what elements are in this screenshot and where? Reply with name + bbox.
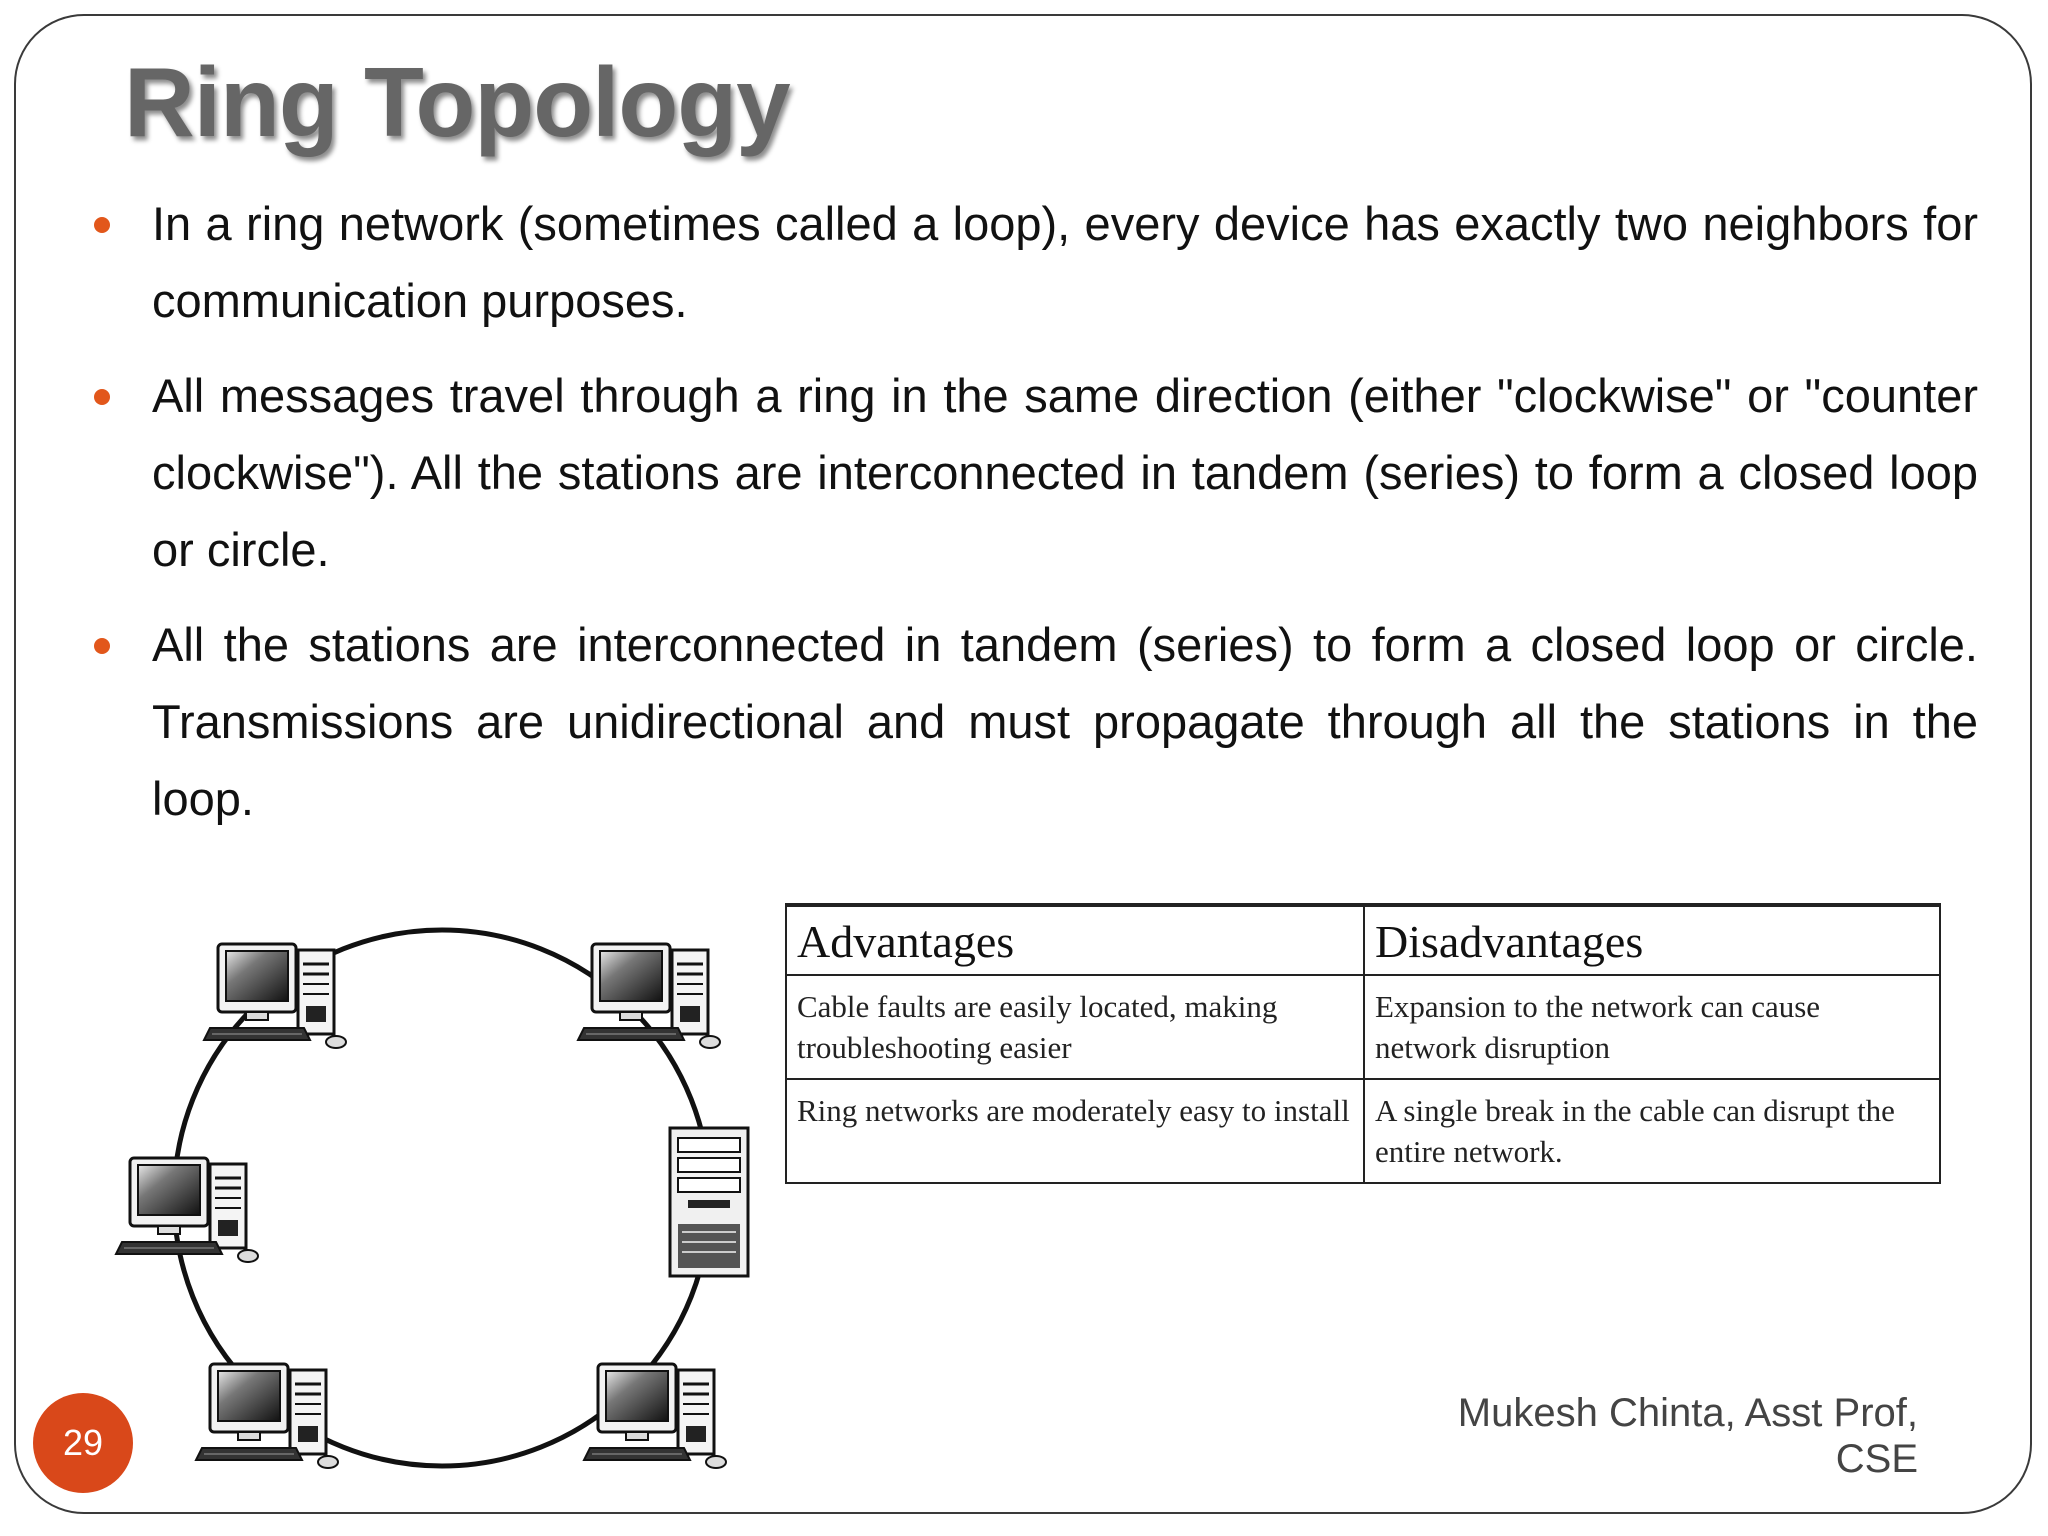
footer-line: CSE (1835, 1437, 1918, 1481)
bullet-list (90, 185, 1978, 855)
advantages-disadvantages-table (785, 903, 1941, 1184)
column-header-disadvantages: Disadvantages (1364, 905, 1940, 975)
advantages-table-container (785, 903, 1941, 1184)
bullet-dot-icon (94, 217, 110, 233)
footer-author (1318, 1390, 1918, 1482)
bullet-item (90, 606, 1978, 837)
table-cell: Ring networks are moderately easy to install (786, 1079, 1364, 1183)
column-header-advantages: Advantages (786, 905, 1364, 975)
footer-line: Mukesh Chinta, Asst Prof, (1457, 1391, 1918, 1435)
computer-icon (204, 944, 346, 1048)
table-row (786, 1079, 1940, 1183)
table-row (786, 975, 1940, 1079)
bullet-text: All the stations are interconnected in tandem (series) to form a closed loop or circle. Transmissions are unidirectional and must propagate through all the stations in the loop. (152, 618, 1978, 825)
computer-icon (578, 944, 720, 1048)
slide-number-badge: 29 (33, 1393, 133, 1493)
bullet-dot-icon (94, 389, 110, 405)
table-header-row (786, 905, 1940, 975)
ring-topology-diagram (102, 888, 762, 1488)
computer-icon (116, 1158, 258, 1262)
table-cell: Cable faults are easily located, making troubleshooting easier (786, 975, 1364, 1079)
slide-title: Ring Topology (124, 47, 790, 157)
bullet-text: All messages travel through a ring in the same direction (either "clockwise" or "counter clockwise"). All the stations are interconnected in tandem (series) to form a closed loop or circle. (152, 369, 1978, 576)
table-cell: Expansion to the network can cause network disruption (1364, 975, 1940, 1079)
bullet-text: In a ring network (sometimes called a loop), every device has exactly two neighbors for communication purposes. (152, 197, 1978, 327)
computer-icon (584, 1364, 726, 1468)
bullet-item (90, 185, 1978, 339)
table-cell: A single break in the cable can disrupt the entire network. (1364, 1079, 1940, 1183)
computer-icon (196, 1364, 338, 1468)
bullet-dot-icon (94, 638, 110, 654)
bullet-item (90, 357, 1978, 588)
server-icon (670, 1128, 748, 1276)
